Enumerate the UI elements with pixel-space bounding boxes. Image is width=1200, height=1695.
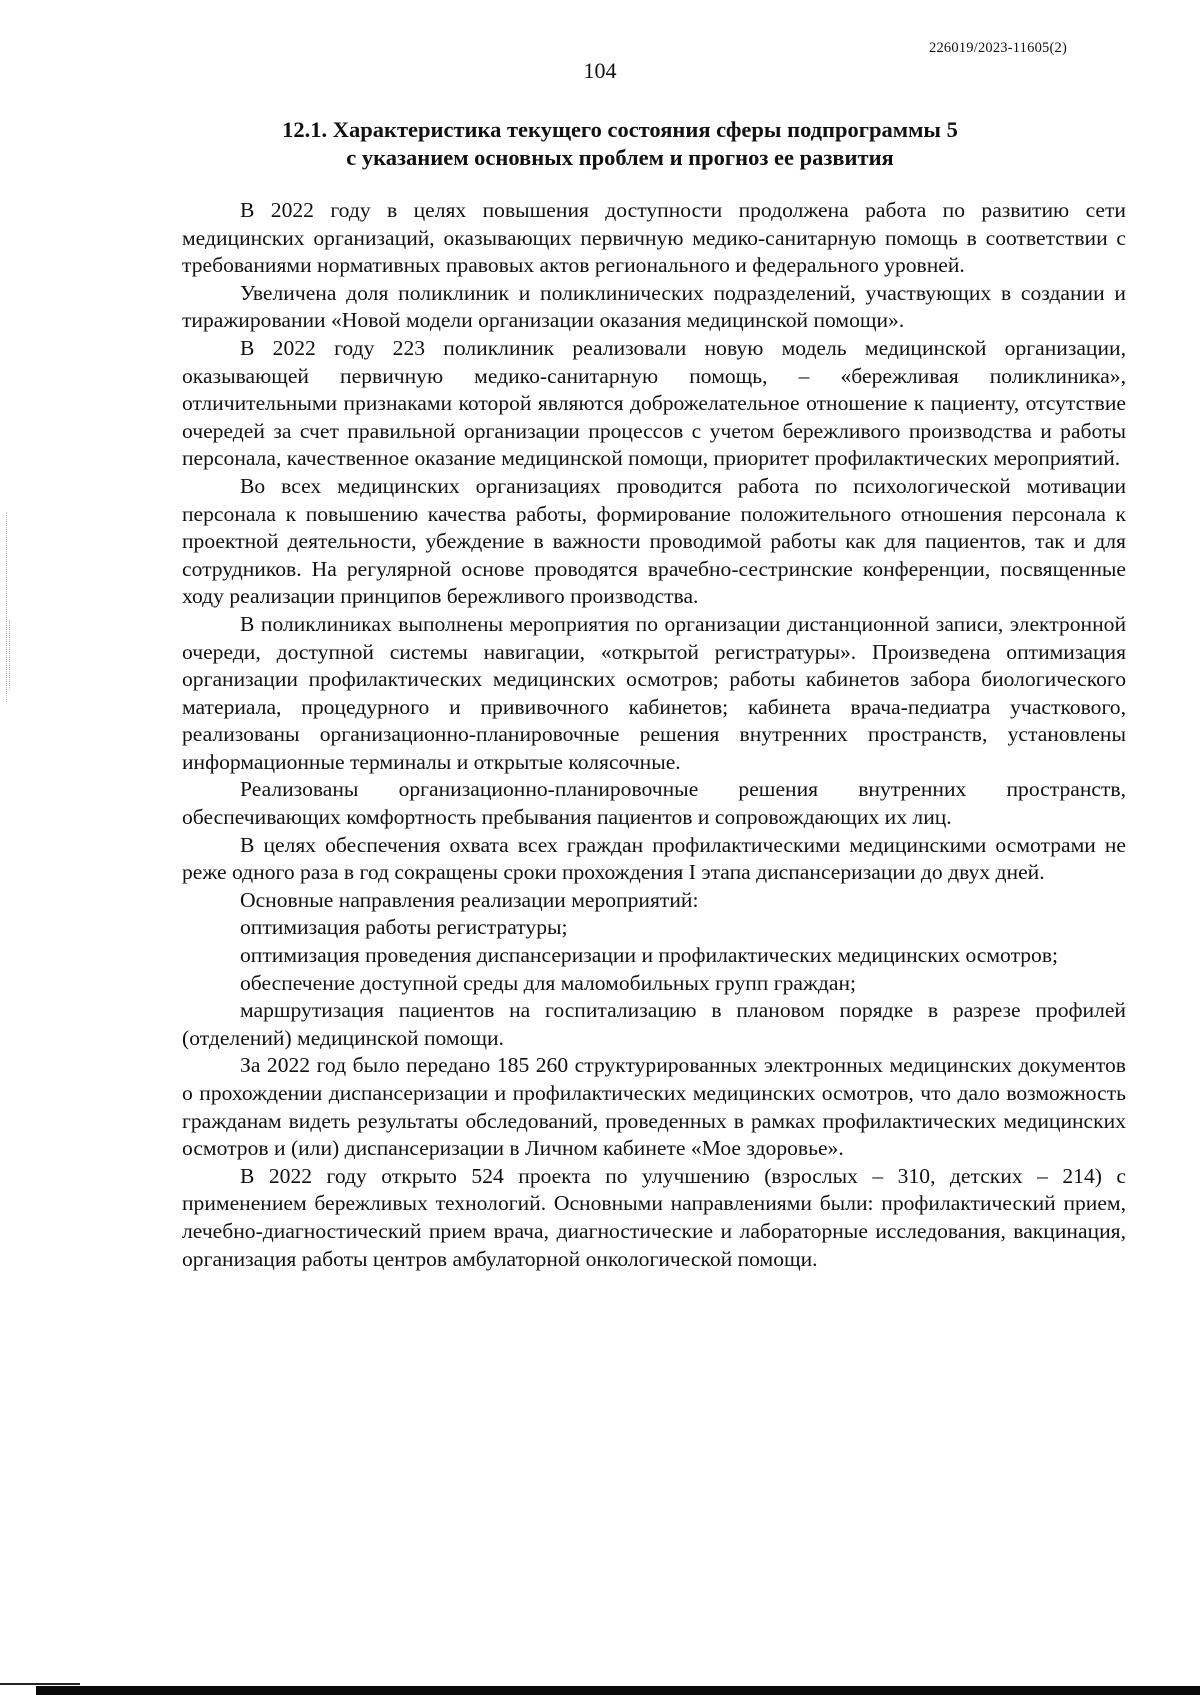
scan-edge-marks bbox=[9, 620, 16, 690]
paragraph: В 2022 году 223 поликлиник реализовали новую модель медицинской организации, оказывающей первичную медико-санитарную помощь, – «бережливая поликлиника», отличительными признаками которой являются доброжелательное отношение к пациенту, отсутствие очередей за счет правильной организации процессов с учетом бережливого производства и работы персонала, качественное оказание медицинской помощи, приоритет профилактических мероприятий. bbox=[182, 335, 1126, 471]
section-heading bbox=[220, 116, 1020, 172]
list-item: обеспечение доступной среды для маломобильных групп граждан; bbox=[240, 970, 857, 995]
section-heading-line-1: 12.1. Характеристика текущего состояния сферы подпрограммы 5 bbox=[282, 117, 958, 142]
paragraph: Во всех медицинских организациях проводится работа по психологической мотивации персонала к повышению качества работы, формирование положительного отношения персонала к проектной деятельности, убеждение в важности проводимой работы как для пациентов, так и для сотрудников. На регулярной основе проводятся врачебно-сестринские конференции, посвященные ходу реализации принципов бережливого производства. bbox=[182, 473, 1126, 609]
body-text bbox=[182, 197, 1126, 1273]
document-id: 226019/2023-11605(2) bbox=[929, 40, 1067, 56]
paragraph: Основные направления реализации мероприятий: bbox=[240, 887, 699, 912]
paragraph: В поликлиниках выполнены мероприятия по организации дистанционной записи, электронной очереди, доступной системы навигации, «открытой регистратуры». Произведена оптимизация организации профилактических медицинских осмотров; работы кабинетов забора биологического материала, процедурного и прививочного кабинетов; кабинета врача-педиатра участкового, реализованы организационно-планировочные решения внутренних пространств, установлены информационные терминалы и открытые колясочные. bbox=[182, 611, 1126, 774]
paragraph: Реализованы организационно-планировочные решения внутренних пространств, обеспечивающих комфортность пребывания пациентов и сопровождающих их лиц. bbox=[182, 777, 1126, 830]
scan-bottom-bar bbox=[36, 1686, 1200, 1695]
paragraph: В 2022 году в целях повышения доступности продолжена работа по развитию сети медицинских организаций, оказывающих первичную медико-санитарную помощь в соответствии с требованиями нормативных правовых актов регионального и федерального уровней. bbox=[182, 198, 1126, 278]
page-number: 104 bbox=[583, 58, 617, 83]
list-item: оптимизация работы регистратуры; bbox=[240, 915, 568, 940]
list-item: оптимизация проведения диспансеризации и профилактических медицинских осмотров; bbox=[240, 943, 1059, 968]
paragraph: За 2022 год было передано 185 260 структурированных электронных медицинских документов о прохождении диспансеризации и профилактических медицинских осмотров, что дало возможность гражданам видеть результаты обследований, проведенных в рамках профилактических медицинских осмотров и (или) диспансеризации в Личном кабинете «Мое здоровье». bbox=[182, 1053, 1126, 1161]
paragraph: В целях обеспечения охвата всех граждан профилактическими медицинскими осмотрами не реже одного раза в год сокращены сроки прохождения I этапа диспансеризации до двух дней. bbox=[182, 832, 1126, 885]
paragraph: В 2022 году открыто 524 проекта по улучшению (взрослых – 310, детских – 214) с применением бережливых технологий. Основными направлениями были: профилактический прием, лечебно-диагностический прием врача, диагностические и лабораторные исследования, вакцинация, организация работы центров амбулаторной онкологической помощи. bbox=[182, 1163, 1126, 1271]
list-item: маршрутизация пациентов на госпитализацию в плановом порядке в разрезе профилей (отделений) медицинской помощи. bbox=[182, 998, 1126, 1050]
paragraph: Увеличена доля поликлиник и поликлинических подразделений, участвующих в создании и тиражировании «Новой модели организации оказания медицинской помощи». bbox=[182, 280, 1126, 333]
section-heading-line-2: с указанием основных проблем и прогноз ее развития bbox=[346, 145, 894, 170]
scan-bottom-line bbox=[0, 1683, 80, 1685]
